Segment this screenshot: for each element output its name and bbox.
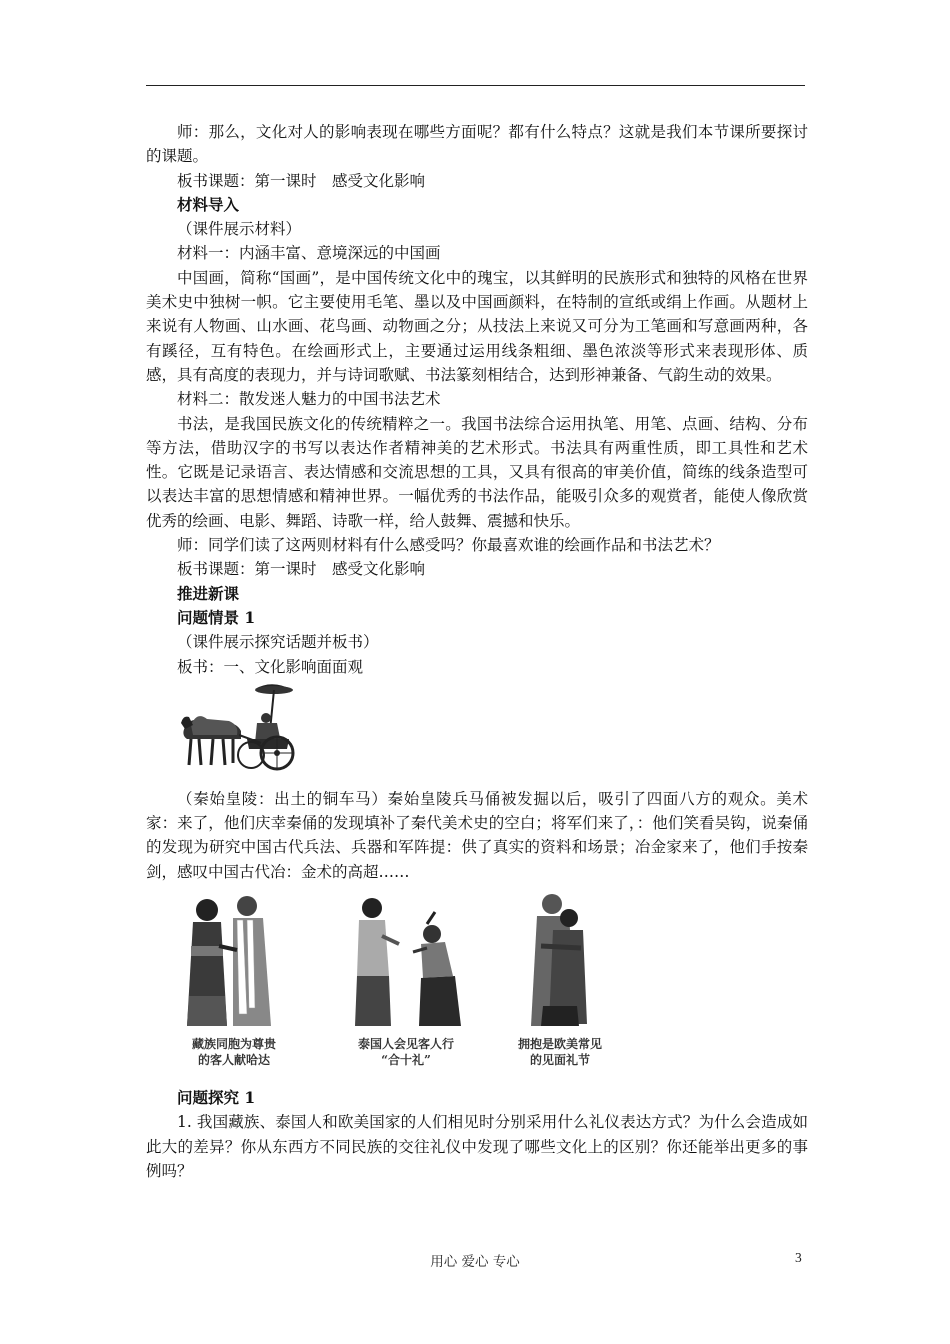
- question-paragraph: 1. 我国藏族、泰国人和欧美国家的人们相见时分别采用什么礼仪表达方式？为什么会造成如此大的差异？你从东西方不同民族的交往礼仪中发现了哪些文化上的区别？你还能举出更多的事例吗？: [146, 1113, 808, 1180]
- thai-wai-illustration: [355, 898, 461, 1026]
- material-one-title: 材料一：内涵丰富、意境深远的中国画: [177, 244, 441, 263]
- paragraph: （课件展示探究话题并板书）: [177, 633, 379, 652]
- page-number: 3: [795, 1250, 802, 1265]
- bronze-chariot-image: [177, 681, 808, 785]
- caption-line: 泰国人会见客人行: [357, 1037, 454, 1052]
- caption-tibetan-hada: [169, 1036, 299, 1068]
- caption-line: 的见面礼节: [529, 1053, 590, 1068]
- caption-line: 的客人献哈达: [197, 1053, 270, 1068]
- paragraph: （秦始皇陵：出土的铜车马）秦始皇陵兵马俑被发掘以后，吸引了四面八方的观众。美术家：来了，他们庆幸秦俑的发现填补了秦代美术史的空白；将军们来了，：他们笑看吴钩，说秦俑的发现为研究中国古代兵法、兵器和军阵提：供了真实的资料和场景；冶金家来了，他们手按秦剑，感叹中国古代冶：金术的高超……: [146, 789, 808, 881]
- etiquette-illustrations: [177, 886, 808, 1082]
- paragraph: 中国画，简称“国画”，是中国传统文化中的瑰宝，以其鲜明的民族形式和独特的风格在世界美术史中独树一帜。它主要使用毛笔、墨以及中国画颜料，在特制的宣纸或绢上作画。从题材上来说有人物画、山水画、花鸟画、动物画之分；从技法上来说又可分为工笔画和写意画两种，各有蹊径，互有特色。在绘画形式上，主要通过运用线条粗细、墨色浓淡等形式来表现形体、质感，具有高度的表现力，并与诗词歌赋、书法篆刻相结合，达到形神兼备、气韵生动的效果。: [146, 268, 808, 384]
- caption-thai-wai: [341, 1036, 471, 1068]
- paragraph: 师：同学们读了这两则材料有什么感受吗？你最喜欢谁的绘画作品和书法艺术？: [177, 536, 720, 555]
- section-heading-new-lesson: 推进新课: [177, 583, 240, 603]
- document-body: [146, 120, 808, 1183]
- board-title: 板书课题：第一课时 感受文化影响: [177, 560, 426, 579]
- header-rule: [146, 85, 805, 86]
- board-note: 板书：一、文化影响面面观: [177, 657, 364, 676]
- section-heading-inquiry: 问题探究 1: [177, 1088, 256, 1108]
- caption-line: “合十礼”: [381, 1053, 431, 1068]
- paragraph: （课件展示材料）: [177, 220, 302, 239]
- section-heading-scenario: 问题情景 1: [177, 607, 256, 627]
- paragraph: 师：那么，文化对人的影响表现在哪些方面呢？都有什么特点？这就是我们本节课所要探讨的课题。: [146, 123, 808, 166]
- tibetan-hada-illustration: [187, 896, 271, 1026]
- material-two-title: 材料二：散发迷人魅力的中国书法艺术: [177, 390, 441, 409]
- footer-motto: 用心 爱心 专心: [430, 1254, 520, 1270]
- caption-european-hug: [495, 1036, 625, 1068]
- paragraph: 书法，是我国民族文化的传统精粹之一。我国书法综合运用执笔、用笔、点画、结构、分布等方法，借助汉字的书写以表达作者精神美的艺术形式。书法具有两重性质，即工具性和艺术性。它既是记录语言、表达情感和交流思想的工具，又具有很高的审美价值，简练的线条造型可以表达丰富的思想情感和精神世界。一幅优秀的书法作品，能吸引众多的观赏者，能使人像欣赏优秀的绘画、电影、舞蹈、诗歌一样，给人鼓舞、震撼和快乐。: [146, 414, 808, 530]
- board-title: 板书课题：第一课时 感受文化影响: [177, 171, 426, 190]
- caption-line: 拥抱是欧美常见: [517, 1037, 602, 1052]
- caption-line: 藏族同胞为尊贵: [191, 1037, 276, 1052]
- section-heading-material-intro: 材料导入: [177, 194, 240, 214]
- european-hug-illustration: [531, 894, 587, 1026]
